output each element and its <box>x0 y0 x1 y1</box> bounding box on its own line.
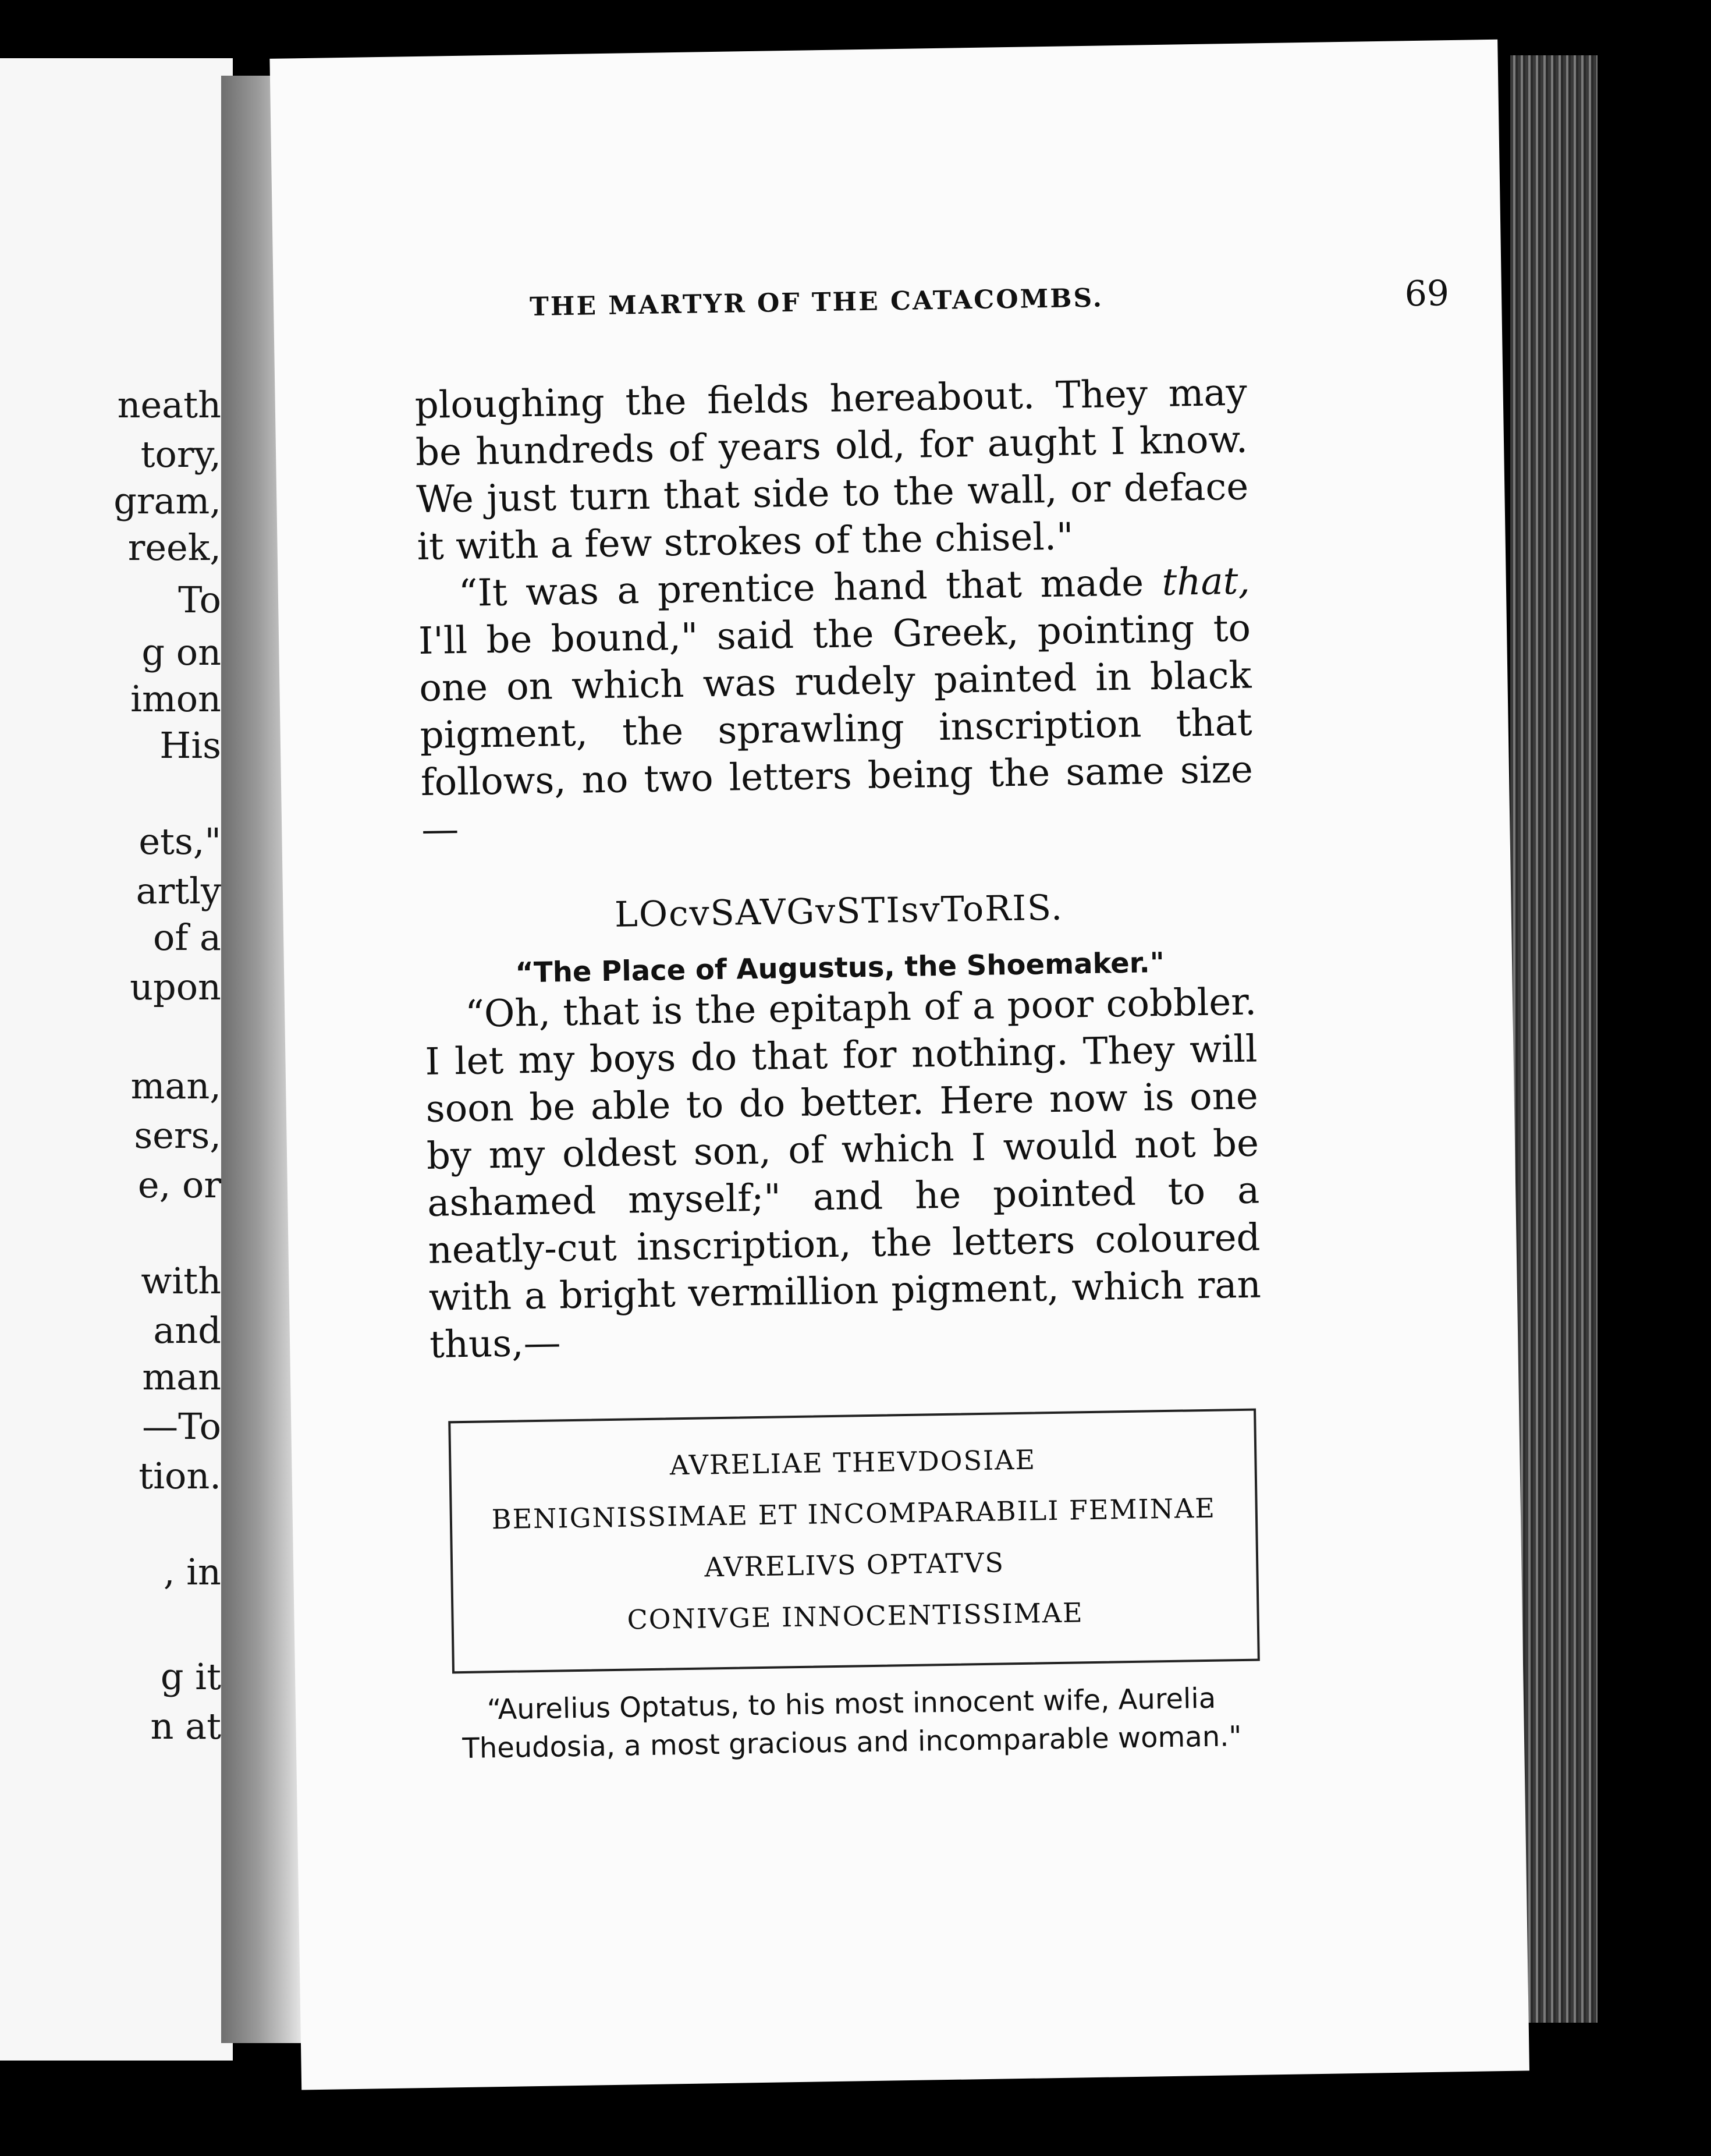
left-page-line: ets," <box>139 820 221 863</box>
left-page-line: man <box>142 1356 221 1398</box>
left-page-line: reek, <box>127 526 221 569</box>
running-head <box>530 273 1450 328</box>
left-page-line: —To <box>142 1405 221 1448</box>
right-page <box>269 40 1529 2090</box>
left-page-line: g it <box>160 1655 221 1698</box>
left-page-line: , in <box>163 1551 221 1593</box>
paragraph <box>417 558 1254 854</box>
left-page-line: g on <box>141 631 221 673</box>
running-title: THE MARTYR OF THE CATACOMBS. <box>529 283 1104 322</box>
left-page-line: tion. <box>139 1455 221 1497</box>
left-page-line: gram, <box>113 480 221 522</box>
left-page-line: man, <box>130 1065 221 1107</box>
left-page-line: upon <box>130 966 221 1008</box>
page-body <box>414 370 1268 1768</box>
left-page-line: imon <box>130 678 221 720</box>
inscription-box <box>448 1409 1260 1674</box>
inscription-shoemaker: LOcvSAVGvSTIsvToRIS. <box>614 887 1064 935</box>
left-page-line: e, or <box>137 1164 221 1206</box>
inscription-line: AVRELIVS OPTATVS <box>704 1547 1005 1583</box>
paragraph: ploughing the fields hereabout. They may be hundreds of years old, for aught I know. We just turn that side to the wall, or deface it with a few strokes of the chisel." <box>414 371 1249 569</box>
paragraph-text: “It was a prentice hand that made <box>458 561 1163 615</box>
left-page-line: neath <box>117 384 221 426</box>
emphasized-word: that, <box>1162 559 1251 604</box>
paragraph: “Oh, that is the epitaph of a poor cobbler. I let my boys do that for nothing. They will soon be able to do better. Here now is one by my oldest son, of which I would not be ashamed myself;" and he pointed to a neatly-cut inscription, the letters coloured with a bright vermillion pigment, which ran thus,— <box>424 980 1262 1367</box>
paragraph-text: I'll be bound," said the Greek, pointing to one on which was rudely painted in black pigment, the sprawling inscription that follows, no two letters being the same size— <box>418 607 1254 852</box>
left-page-line: His <box>159 724 221 767</box>
left-page-line: artly <box>136 870 221 912</box>
inscription-line: AVRELIAE THEVDOSIAE <box>669 1444 1036 1481</box>
left-page-line: To <box>178 579 221 621</box>
left-page <box>0 58 233 2061</box>
left-page-line: with <box>141 1260 221 1302</box>
inscription-translation: “The Place of Augustus, the Shoemaker." <box>514 946 1165 990</box>
inscription-box-translation: “Aurelius Optatus, to his most innocent wife, Aurelia Theudosia, a most gracious and incomparable woman." <box>462 1682 1242 1765</box>
left-page-line: of a <box>153 916 221 959</box>
inscription-line: CONIVGE INNOCENTISSIMAE <box>627 1597 1084 1636</box>
left-page-line: n at <box>150 1705 221 1747</box>
inscription-line: BENIGNISSIMAE ET INCOMPARABILI FEMINAE <box>491 1492 1216 1536</box>
page-number: 69 <box>1404 273 1450 315</box>
left-page-line: and <box>153 1309 221 1352</box>
left-page-line: sers, <box>134 1114 221 1157</box>
left-page-line: tory, <box>140 433 221 476</box>
